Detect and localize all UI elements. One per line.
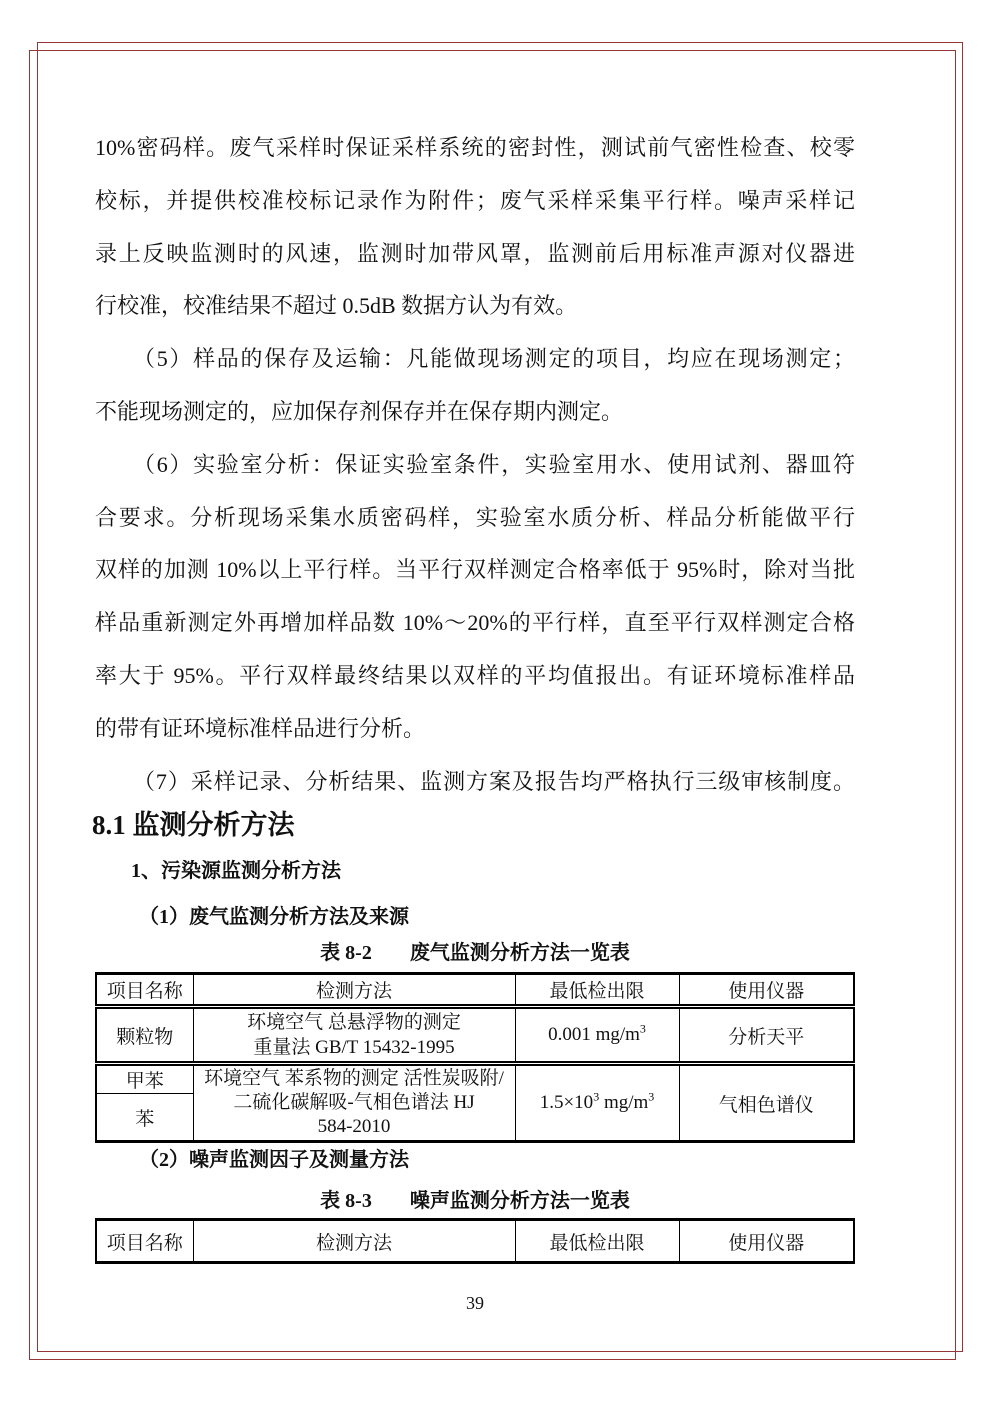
table-cell-instrument: 气相色谱仪 bbox=[679, 1064, 854, 1142]
table-header-row bbox=[96, 974, 854, 1007]
body-line: 的带有证环境标准样品进行分析。 bbox=[95, 715, 426, 741]
body-line: 10%密码样。废气采样时保证采样系统的密封性，测试前气密性检查、校零 bbox=[95, 135, 855, 160]
table-8-3-label: 表 8-3 bbox=[320, 1190, 372, 1212]
body-line: 录上反映监测时的风速，监测时加带风罩，监测前后用标准声源对仪器进 bbox=[95, 240, 855, 266]
body-line: （6）实验室分析：保证实验室条件，实验室用水、使用试剂、器皿符 bbox=[133, 451, 855, 477]
method-line: 环境空气 总悬浮物的测定 bbox=[247, 1012, 461, 1033]
table-8-3 bbox=[95, 1218, 855, 1264]
table-cell-item-name: 苯 bbox=[96, 1094, 193, 1142]
table-row bbox=[96, 1064, 854, 1094]
table-cell-item-name: 甲苯 bbox=[96, 1064, 193, 1094]
column-header: 项目名称 bbox=[96, 1220, 193, 1263]
table-8-2-caption: 废气监测分析方法一览表 bbox=[409, 942, 630, 964]
body-line: 行校准，校准结果不超过 0.5dB 数据方认为有效。 bbox=[95, 293, 578, 319]
table-8-3-title bbox=[95, 1186, 855, 1216]
subsection-heading-2: （1）废气监测分析方法及来源 bbox=[139, 906, 409, 928]
method-line: 重量法 GB/T 15432-1995 bbox=[253, 1037, 455, 1058]
limit-value: 1.5×10 bbox=[539, 1092, 594, 1113]
table-8-2 bbox=[95, 972, 855, 1143]
body-line: （7）采样记录、分析结果、监测方案及报告均严格执行三级审核制度。 bbox=[133, 768, 855, 794]
subsection-heading-1: 1、污染源监测分析方法 bbox=[131, 860, 341, 882]
body-line: 不能现场测定的，应加保存剂保存并在保存期内测定。 bbox=[95, 398, 624, 424]
page-number: 39 bbox=[466, 1293, 484, 1313]
method-line: 二硫化碳解吸-气相色谱法 HJ bbox=[233, 1092, 475, 1113]
table-cell-item-name: 颗粒物 bbox=[96, 1007, 193, 1064]
column-header: 检测方法 bbox=[193, 1220, 515, 1263]
table-header-row bbox=[96, 1220, 854, 1263]
body-line: （5）样品的保存及运输：凡能做现场测定的项目，均应在现场测定； bbox=[133, 346, 855, 372]
method-line: 584-2010 bbox=[317, 1116, 391, 1137]
column-header: 使用仪器 bbox=[679, 974, 854, 1007]
body-line: 样品重新测定外再增加样品数 10%～20%的平行样，直至平行双样测定合格 bbox=[95, 610, 855, 636]
column-header: 使用仪器 bbox=[679, 1220, 854, 1263]
body-line: 校标，并提供校准校标记录作为附件；废气采样采集平行样。噪声采样记 bbox=[95, 187, 855, 213]
body-text bbox=[95, 122, 855, 808]
limit-superscript: 3 bbox=[639, 1021, 646, 1036]
table-cell-detection-limit bbox=[515, 1007, 679, 1064]
limit-superscript: 3 bbox=[648, 1089, 655, 1104]
table-row bbox=[96, 1007, 854, 1064]
table-cell-instrument: 分析天平 bbox=[679, 1007, 854, 1064]
limit-unit: mg/m bbox=[599, 1092, 649, 1113]
column-header: 最低检出限 bbox=[515, 1220, 679, 1263]
limit-value: 0.001 mg/m bbox=[548, 1024, 640, 1045]
table-8-2-title bbox=[95, 938, 855, 968]
body-line: 双样的加测 10%以上平行样。当平行双样测定合格率低于 95%时，除对当批 bbox=[95, 557, 855, 583]
subsection-heading-3: （2）噪声监测因子及测量方法 bbox=[139, 1149, 409, 1171]
table-cell-detection-limit bbox=[515, 1064, 679, 1142]
body-line: 率大于 95%。平行双样最终结果以双样的平均值报出。有证环境标准样品 bbox=[95, 662, 855, 688]
limit-superscript: 3 bbox=[593, 1089, 600, 1104]
column-header: 检测方法 bbox=[193, 974, 515, 1007]
method-line: 环境空气 苯系物的测定 活性炭吸附/ bbox=[204, 1068, 504, 1089]
table-cell-method bbox=[193, 1064, 515, 1142]
section-heading: 8.1 监测分析方法 bbox=[92, 810, 295, 840]
table-8-2-label: 表 8-2 bbox=[320, 942, 372, 964]
column-header: 最低检出限 bbox=[515, 974, 679, 1007]
table-cell-method bbox=[193, 1007, 515, 1064]
column-header: 项目名称 bbox=[96, 974, 193, 1007]
body-line: 合要求。分析现场采集水质密码样，实验室水质分析、样品分析能做平行 bbox=[95, 504, 855, 530]
table-8-3-caption: 噪声监测分析方法一览表 bbox=[409, 1190, 630, 1212]
